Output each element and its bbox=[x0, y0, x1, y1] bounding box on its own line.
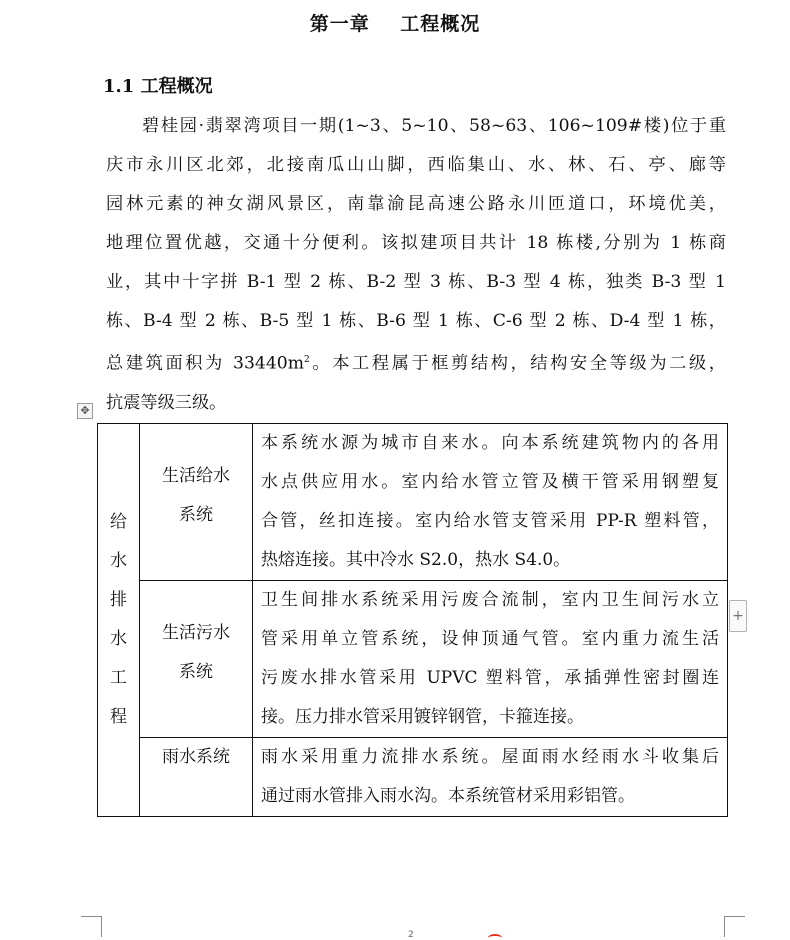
area-tail: 。本工程属于框剪结构，结构安全等级为二级， bbox=[309, 353, 726, 374]
main-label-char: 程 bbox=[110, 707, 127, 727]
system-name-cell bbox=[140, 738, 253, 817]
description-line: 合管，丝扣连接。室内给水管支管采用 PP-R 塑料管， bbox=[261, 511, 719, 531]
paragraph-line: 栋、B-4 型 2 栋、B-5 型 1 栋、B-6 型 1 栋、C-6 型 2 栋、D-4 型 1 栋， bbox=[106, 311, 726, 331]
description-line: 热熔连接。其中冷水 S2.0，热水 S4.0。 bbox=[261, 550, 571, 570]
description-line: 雨水采用重力流排水系统。屋面雨水经雨水斗收集后 bbox=[261, 747, 719, 767]
description-line: 管采用单立管系统，设伸顶通气管。室内重力流生活 bbox=[261, 629, 719, 649]
section-heading: 1.1 工程概况 bbox=[103, 76, 213, 97]
system-name-line: 生活给水 bbox=[162, 466, 230, 486]
water-system-table bbox=[97, 423, 728, 817]
table-row bbox=[98, 581, 728, 738]
main-category-label bbox=[98, 503, 139, 737]
chapter-title: 第一章 工程概况 bbox=[309, 13, 481, 35]
system-name-line: 生活污水 bbox=[162, 623, 230, 643]
table-row bbox=[98, 738, 728, 817]
main-label-char: 水 bbox=[110, 629, 127, 649]
paragraph-line: 园林元素的神女湖风景区，南靠渝昆高速公路永川匝道口，环境优美， bbox=[106, 194, 726, 214]
description-line: 本系统水源为城市自来水。向本系统建筑物内的各用 bbox=[261, 433, 719, 453]
crop-mark-right bbox=[724, 916, 745, 937]
system-name-line: 雨水系统 bbox=[162, 747, 230, 767]
paragraph-line: 业，其中十字拼 B-1 型 2 栋、B-2 型 3 栋、B-3 型 4 栋，独类 B-3 型 1 bbox=[106, 272, 726, 292]
paragraph-line: 抗震等级三级。 bbox=[106, 392, 227, 413]
main-category-cell bbox=[98, 424, 140, 817]
area-unit: m bbox=[287, 353, 305, 374]
system-description-cell bbox=[253, 424, 728, 581]
description-line: 接。压力排水管采用镀锌钢管，卡箍连接。 bbox=[261, 707, 584, 727]
red-mark-icon bbox=[488, 934, 502, 940]
description-line: 水点供应用水。室内给水管立管及横干管采用钢塑复 bbox=[261, 472, 719, 492]
page-number: 2 bbox=[408, 930, 414, 940]
table-move-handle-icon[interactable]: ✥ bbox=[77, 403, 93, 419]
crop-mark-left bbox=[81, 916, 102, 937]
system-name-cell bbox=[140, 424, 253, 581]
description-line: 通过雨水管排入雨水沟。本系统管材采用彩铝管。 bbox=[261, 786, 635, 806]
paragraph-line bbox=[106, 341, 726, 384]
main-label-char: 排 bbox=[110, 590, 127, 610]
main-label-char: 水 bbox=[110, 551, 127, 571]
add-row-button[interactable]: + bbox=[729, 600, 747, 632]
description-line: 污废水排水管采用 UPVC 塑料管，承插弹性密封圈连 bbox=[261, 668, 719, 688]
paragraph-line: 碧桂园·翡翠湾项目一期(1~3、5~10、58~63、106~109#楼)位于重 bbox=[142, 116, 726, 136]
area-superscript: 2 bbox=[304, 355, 310, 365]
system-description-cell bbox=[253, 581, 728, 738]
system-name-line: 系统 bbox=[179, 662, 213, 682]
area-text: 总建筑面积为 33440 bbox=[106, 353, 288, 374]
description-line: 卫生间排水系统采用污废合流制，室内卫生间污水立 bbox=[261, 590, 719, 610]
table-row bbox=[98, 424, 728, 581]
paragraph-line: 地理位置优越，交通十分便利。该拟建项目共计 18 栋楼,分别为 1 栋商 bbox=[106, 233, 726, 253]
system-description-cell bbox=[253, 738, 728, 817]
main-label-char: 给 bbox=[110, 512, 127, 532]
main-label-char: 工 bbox=[110, 668, 127, 688]
body-paragraph bbox=[106, 107, 726, 423]
system-name-cell bbox=[140, 581, 253, 738]
paragraph-line: 庆市永川区北郊，北接南瓜山山脚，西临集山、水、林、石、亭、廊等 bbox=[106, 155, 726, 175]
system-name-line: 系统 bbox=[179, 505, 213, 525]
